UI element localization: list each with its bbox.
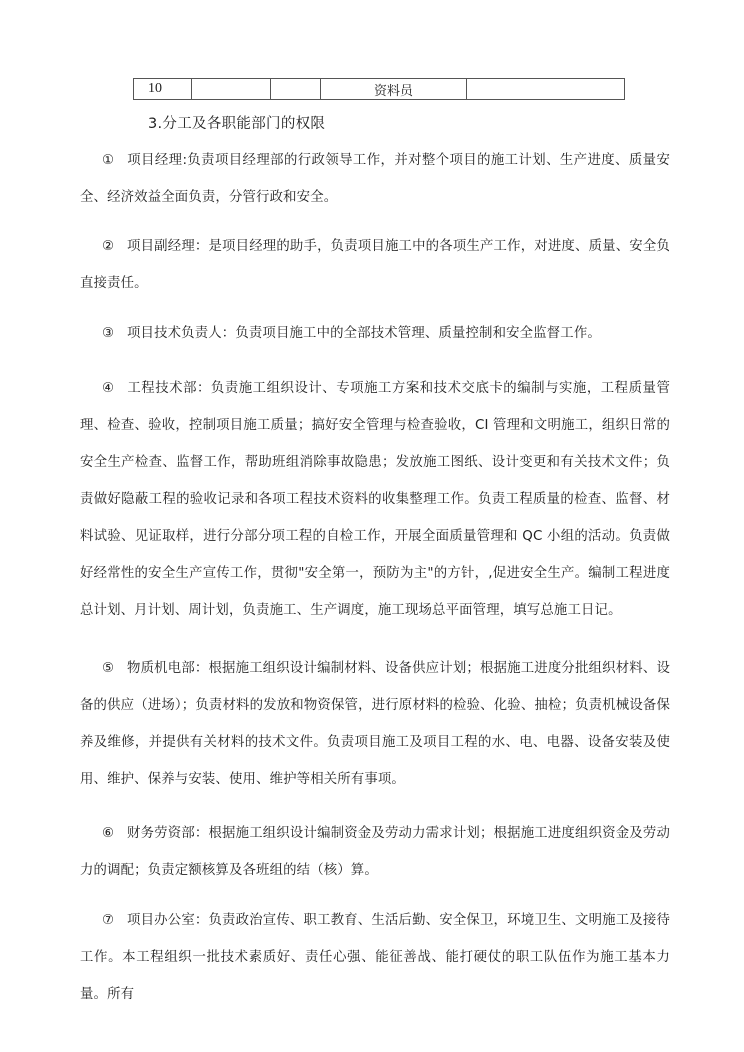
- paragraph-deputy-manager: [80, 228, 670, 302]
- circled-number-1: ①: [102, 153, 115, 168]
- table-cell-number: 10: [134, 79, 192, 100]
- paragraph-technical-lead: [80, 315, 670, 352]
- circled-number-3: ③: [102, 326, 115, 341]
- paragraph-text: 物质机电部：根据施工组织设计编制材料、设备供应计划；根据施工进度分批组织材料、设备的供应（进场）；负责材料的发放和物资保管，进行原材料的检验、化验、抽检；负责机械设备保养及维修，并提供有关材料的技术文件。负责项目施工及项目工程的水、电、电器、设备安装及使用、维护、保养与安装、使用、维护等相关所有事项。: [80, 661, 670, 787]
- paragraph-text: 项目技术负责人：负责项目施工中的全部技术管理、质量控制和安全监督工作。: [127, 326, 601, 341]
- paragraph-engineering-dept: [80, 370, 670, 629]
- paragraph-finance-dept: [80, 815, 670, 889]
- paragraph-text: 项目副经理：是项目经理的助手，负责项目施工中的各项生产工作，对进度、质量、安全负直接责任。: [80, 239, 670, 291]
- paragraph-materials-dept: [80, 650, 670, 798]
- circled-number-5: ⑤: [102, 661, 115, 676]
- circled-number-4: ④: [102, 381, 115, 396]
- paragraph-project-manager: [80, 142, 670, 216]
- table-cell: [192, 79, 271, 100]
- circled-number-7: ⑦: [102, 913, 115, 928]
- paragraph-text: 项目办公室：负责政治宣传、职工教育、生活后勤、安全保卫，环境卫生、文明施工及接待工作。本工程组织一批技术素质好、责任心强、能征善战、能打硬仗的职工队伍作为施工基本力量。所有: [80, 913, 670, 1002]
- circled-number-2: ②: [102, 239, 115, 254]
- paragraph-text: 财务劳资部：根据施工组织设计编制资金及劳动力需求计划；根据施工进度组织资金及劳动力的调配；负责定额核算及各班组的结（核）算。: [80, 826, 670, 878]
- paragraph-text: 工程技术部：负责施工组织设计、专项施工方案和技术交底卡的编制与实施，工程质量管理、检查、验收，控制项目施工质量；搞好安全管理与检查验收，CI 管理和文明施工，组织日常的安全生产检查、监督工作，帮助班组消除事故隐患；发放施工图纸、设计变更和有关技术文件；负责做好隐蔽工程的验收记录和各项工程技术资料的收集整理工作。负责工程质量的检查、监督、材料试验、见证取样，进行分部分项工程的自检工作，开展全面质量管理和 QC 小组的活动。负责做好经常性的安全生产宣传工作，贯彻"安全第一，预防为主"的方针，,促进安全生产。编制工程进度总计划、月计划、周计划，负责施工、生产调度，施工现场总平面管理，填写总施工日记。: [80, 381, 670, 618]
- circled-number-6: ⑥: [102, 826, 115, 841]
- paragraph-text: 项目经理:负责项目经理部的行政领导工作，并对整个项目的施工计划、生产进度、质量安全、经济效益全面负责，分管行政和安全。: [80, 153, 670, 205]
- table-cell: [467, 79, 625, 100]
- table-cell-role: 资料员: [321, 79, 467, 100]
- table-row: [134, 79, 625, 100]
- paragraph-project-office: [80, 902, 670, 1013]
- staff-table-fragment: [133, 78, 625, 100]
- table-cell: [271, 79, 321, 100]
- section-title: 3.分工及各职能部门的权限: [148, 116, 326, 132]
